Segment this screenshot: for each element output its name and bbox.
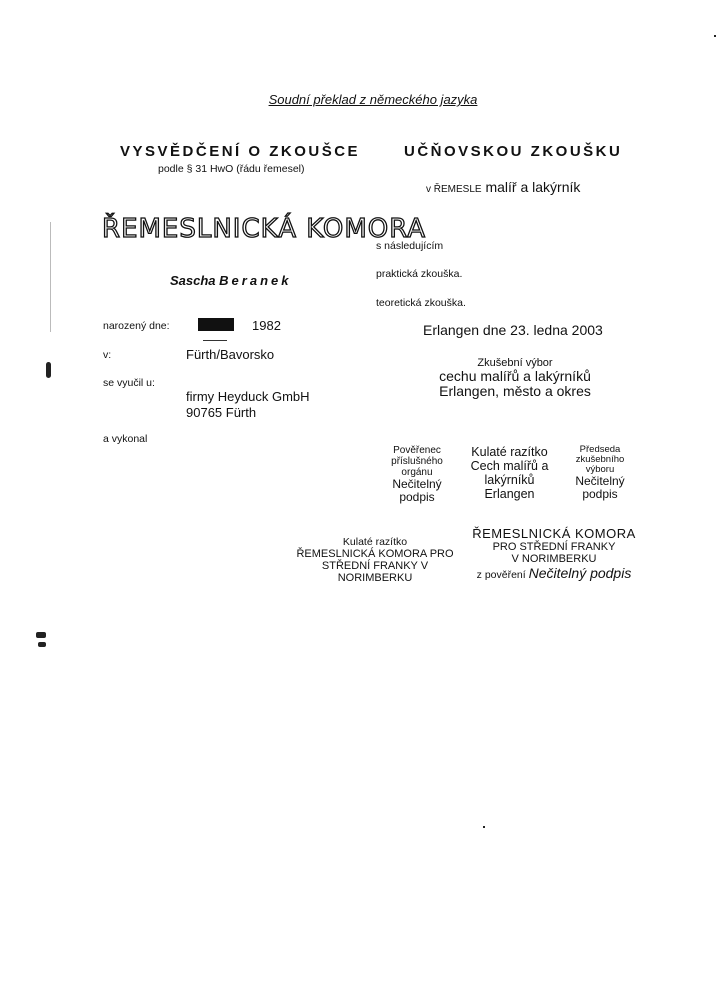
guild-stamp-3: lakýrníků [484,473,535,487]
commissioner-sig-1: Nečitelný [392,477,442,491]
chamber-auth-2: PRO STŘEDNÍ FRANKY [492,541,616,553]
scan-speck [46,362,51,378]
redacted-birthdate [198,318,234,331]
round-stamp-label: Kulaté razítko [342,536,408,548]
chamber-auth-3: V NORIMBERKU [511,553,597,565]
chamber-authorization [468,526,640,583]
chamber-auth-4 [468,565,640,583]
apprentice-exam-title: UČŇOVSKOU ZKOUŠKU [404,143,623,160]
born-label: narozený dne: [103,320,170,332]
chairman-sig-2: podpis [582,487,618,501]
chairman-title-3: výboru [585,464,615,475]
board-location: Erlangen, město a okres [439,383,591,399]
scan-speck [483,826,485,828]
firm-address: 90765 Fürth [186,405,257,420]
guild-stamp-2: Cech malířů a [470,459,549,473]
chairman-title-1: Předseda [579,444,621,455]
birthplace-label: v: [103,349,112,361]
guild-stamp-4: Erlangen [484,487,535,501]
commissioner-title-1: Pověřenec [393,445,441,456]
birthplace: Fürth/Bavorsko [186,347,275,362]
commissioner-signature [372,445,462,504]
guild-stamp-1: Kulaté razítko [471,445,548,459]
authorization-prefix: z pověření [476,569,526,581]
chamber-round-stamp [290,536,460,584]
practical-exam: praktická zkouška. [376,268,463,280]
underline-mark [203,340,227,341]
certificate-title: VYSVĚDČENÍ O ZKOUŠCE [120,143,361,160]
training-firm [186,389,310,421]
scan-speck [38,642,46,647]
chamber-heading: ŘEMESLNICKÁ KOMORA [102,214,427,244]
chamber-auth-1: ŘEMESLNICKÁ KOMORA [472,526,636,541]
born-year: 1982 [252,318,281,333]
board-guild: cechu malířů a lakýrníků [439,368,591,384]
trade-prefix: v ŘEMESLE [426,184,482,195]
passed-label: a vykonal [103,433,148,445]
following-text: s následujícím [376,240,444,252]
scan-edge-line [50,222,51,332]
scan-speck [714,35,716,37]
chairman-title-2: zkušebního [575,454,625,465]
trade-line [426,179,580,195]
chairman-sig-1: Nečitelný [575,474,625,488]
trained-at-label: se vyučil u: [103,377,155,389]
commissioner-sig-2: podpis [399,490,435,504]
commissioner-title-2: příslušného [391,456,443,467]
firm-name: firmy Heyduck GmbH [186,389,310,404]
person-name [170,273,291,288]
certificate-subtitle: podle § 31 HwO (řádu řemesel) [158,163,305,175]
exam-board-label: Zkušební výbor [477,357,553,369]
translation-note: Soudní překlad z německého jazyka [268,92,478,107]
chairman-signature [560,445,640,501]
theoretical-exam: teoretická zkouška. [376,297,466,309]
authorization-signature: Nečitelný podpis [528,565,632,581]
round-stamp-text: ŘEMESLNICKÁ KOMORA PRO STŘEDNÍ FRANKY V NORIMBERKU [296,548,454,584]
scan-speck [36,632,46,638]
commissioner-title-3: orgánu [401,467,433,478]
date-line: Erlangen dne 23. ledna 2003 [423,322,603,338]
guild-stamp [462,445,557,501]
trade-name: malíř a lakýrník [485,179,581,195]
person-first-name: Sascha [170,273,216,288]
person-last-name: Beranek [219,273,292,288]
exam-board-name [380,369,650,399]
